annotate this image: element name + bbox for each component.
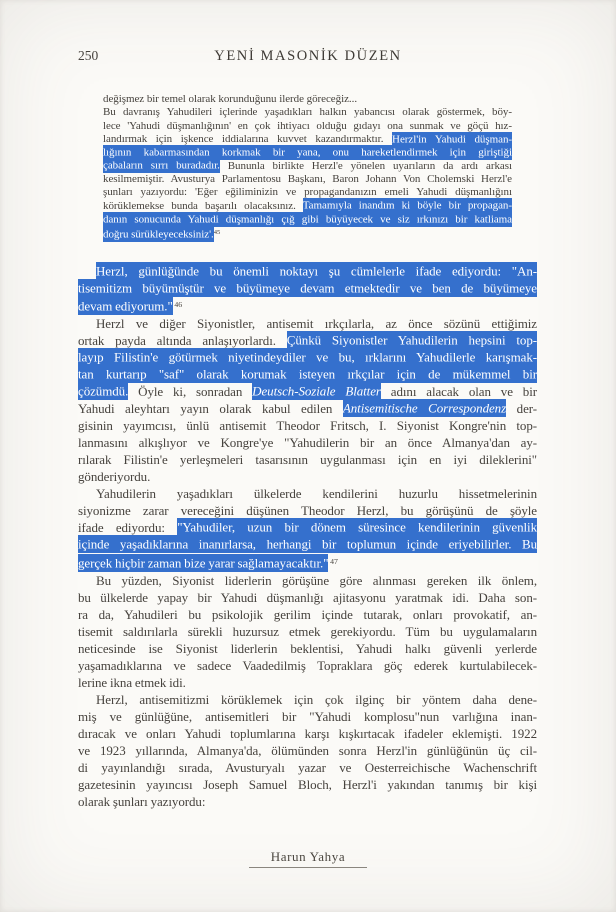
text-run: ra da, Yahudileri bu psikolojik gerilim içinde tutarak, onları provokatif, an-: [78, 606, 537, 622]
text-line: [103, 160, 512, 173]
text-run: lanmasını alkışlıyor ve Kongre'ye "Yahudilerin bir an önce Almanya'dan ay-: [78, 434, 537, 450]
highlighted-text: layıp Filistin'e götürmek niyetindeydiler ve bu, ırklarını Yahudilerle karışmak-: [78, 349, 537, 365]
text-line: [78, 296, 537, 315]
text-line: [78, 793, 537, 810]
text-line: [78, 589, 537, 606]
text-line: [78, 536, 537, 553]
text-run: siyonizme zarar vereceğini düşünen Theodor Herzl, bu görüşünü de şöyle: [78, 502, 537, 518]
text-run: ve 1923 yıllarında, Almanya'da, ölümünden sonra Herzl'in günlüğünün üç cil-: [78, 742, 537, 758]
text-line: [78, 640, 537, 657]
text-line: [78, 572, 537, 589]
text-line: [78, 623, 537, 640]
text-run: di yayınlandığı sırada, Avusturyalı yazar ve Oesterreichische Wachenschrift: [78, 759, 537, 775]
text-line: [78, 708, 537, 725]
highlighted-text: çabaların sırrı buradadır.: [103, 159, 220, 172]
text-run: tisemit saldırılarla sürekli huzursuz etmek gerekiyordu. Tüm bu uygulamaların: [78, 623, 537, 639]
text-line: [78, 468, 537, 485]
highlighted-text: çözümdü.: [78, 383, 129, 399]
text-run: dıracak ve onları Yahudi toplumlarına karşı kışkırtacak ifadeler eklemişti. 1922: [78, 725, 537, 741]
paragraph: [78, 315, 537, 485]
highlighted-text: Antisemitische Correspondenz: [342, 400, 507, 416]
text-line: [78, 776, 537, 793]
text-run: gönderiyordu.: [78, 468, 151, 484]
text-line: [103, 226, 512, 242]
text-run: neticesinde ise Siyonist liderlerin beklentisi, Yahudi halkı güvenli yerlerde: [78, 640, 537, 656]
text-line: [78, 485, 537, 502]
text-run: der-: [506, 400, 537, 416]
text-line: [78, 332, 537, 349]
paragraph: [78, 262, 537, 315]
endnote-reference: 45: [213, 229, 221, 237]
highlighted-text: devam ediyorum.": [78, 298, 173, 314]
text-run: lece 'Yahudi düşmanlığının' en çok ihtiyacı olduğu gıdayı ona sunmak ve göçü hız-: [103, 119, 512, 132]
text-run: Öyle ki, sonradan: [128, 383, 253, 399]
text-run: kesilmemiştir. Avusturya Parlamentosu Başkanı, Baron Johann Von Cholemski Herzl'e: [103, 173, 512, 186]
text-line: [78, 691, 537, 708]
highlighted-text: içinde yaşadıklarına inanırlarsa, herhangi bir toplumun içinde eriyebilirler. Bu: [78, 536, 537, 552]
text-run: gisinin yayımcısı, ünlü antisemit Theodor Fritsch, I. Siyonist Kongre'nin top-: [78, 417, 537, 433]
text-line: [78, 553, 537, 572]
highlighted-text: Herzl, günlüğünde bu önemli noktayı şu cümlelerle ifade ediyordu: "An-: [96, 263, 537, 278]
text-line: [78, 315, 537, 332]
highlighted-text: Tamamıyla inandım ki böyle bir propagan-: [302, 199, 512, 212]
footer-author: Harun Yahya: [249, 849, 367, 868]
paragraph: [78, 485, 537, 572]
highlighted-text: Çünkü Siyonistler Yahudilerin hepsini top-: [286, 332, 537, 348]
text-run: Herzl, antisemitizmi körüklemek için çok ilginç bir yöntem daha dene-: [96, 691, 537, 707]
text-line: [78, 434, 537, 451]
highlighted-text: gerçek hiçbir zaman bize yarar sağlamayacaktır.": [78, 555, 329, 571]
text-run: Herzl ve diğer Siyonistler, antisemit ırkçılarla, az önce sözünü ettiğimiz: [96, 315, 537, 331]
highlighted-text: tan kurtarıp "saf" olarak korumak isteyen ırkçılar için de mükemmel bir: [78, 366, 537, 382]
text-line: [78, 262, 537, 279]
text-run: değişmez bir temel olarak korunduğunu ilerde göreceğiz...: [103, 93, 358, 105]
text-run: adını alacak olan ve bir: [380, 383, 537, 399]
highlighted-text: Herzl'in Yahudi düşman-: [392, 133, 513, 146]
text-line: [78, 502, 537, 519]
running-title: YENİ MASONİK DÜZEN: [214, 48, 402, 64]
text-run: landırmak için işkence iddialarına kuvvet kazandırmaktır.: [103, 133, 393, 146]
paragraph: [78, 572, 537, 691]
page-footer: [0, 848, 616, 868]
text-run: Bununla birlikte Herzl'e yönelen uyarıların da ardı arkası: [219, 159, 513, 172]
endnote-reference: 46: [172, 300, 183, 309]
text-line: [78, 674, 537, 691]
text-run: lerine ikna etmek idi.: [78, 674, 186, 690]
highlighted-text: danın sonucunda Yahudi düşmanlığı çığ gibi büyüyecek ve siz ırkınızı bir katliama: [103, 213, 512, 226]
text-line: [78, 349, 537, 366]
paragraph: [78, 691, 537, 810]
text-run: Yahudi aleyhtarı yayın olarak kabul edilen: [78, 400, 343, 416]
text-line: [78, 417, 537, 434]
page-header: [0, 48, 616, 66]
highlighted-text: tisemitizm büyümüştür ve büyümeye devam etmektedir ve ben de büyümeye: [78, 280, 537, 295]
text-run: olarak şunları yazıyordu:: [78, 793, 206, 809]
text-run: Yahudilerin yaşadıkları ülkelerde kendilerini huzurlu hissetmelerinin: [96, 485, 537, 501]
text-run: ifade ediyordu:: [78, 519, 178, 535]
text-line: [103, 213, 512, 226]
block-quote: [103, 93, 512, 242]
text-run: gazetesinin yayıncısı Joseph Samuel Bloch, Herzl'i yakından tanımış bir kişi: [78, 776, 537, 792]
endnote-reference: 47: [328, 556, 338, 566]
text-run: Bu yüzden, Siyonist liderlerin görüşüne göre alınması gereken ilk önlem,: [96, 572, 537, 588]
text-line: [78, 366, 537, 383]
text-line: [78, 657, 537, 674]
text-run: körüklemekse bunda başarılı olacaksınız.: [103, 199, 303, 212]
text-line: [78, 383, 537, 400]
body-text: [78, 262, 537, 810]
text-line: [78, 725, 537, 742]
text-run: miş ve günlüğüne, antisemitleri bir "Yahudi komplosu"nun varlığına inan-: [78, 708, 537, 724]
highlighted-text: lığının kabarmasından korkmak bir yana, onu hareketlendirmek için giriştiği: [103, 146, 512, 159]
text-line: [78, 519, 537, 536]
text-line: [103, 106, 512, 119]
text-line: [78, 451, 537, 468]
text-line: [78, 759, 537, 776]
text-run: şunları yazıyordu: 'Eğer eğiliminizin ve propagandanızın emeli Yahudi düşmanlığını: [103, 186, 512, 199]
text-run: yaşamadıklarına ve sadece Vaadedilmiş Topraklara göç ederek kurtulabilecek-: [78, 657, 537, 673]
text-run: bu ülkelerde yapay bir Yahudi düşmanlığı ajitasyonu yaratmak idi. Daha son-: [78, 589, 537, 605]
text-line: [78, 400, 537, 417]
text-run: ortak payda altında anlaşıyorlardı.: [78, 332, 287, 348]
text-run: Bu davranış Yahudileri içlerinde yaşadıkları halkın yabancısı olarak göstermek, böy-: [103, 106, 512, 119]
text-line: [78, 606, 537, 623]
text-run: rılarak Filistin'e yerleşmeleri tasarısının uygulanması için en iyi dileklerini": [78, 451, 537, 467]
highlighted-text: "Yahudiler, uzun bir dönem süresince kendilerinin güvenlik: [177, 519, 537, 535]
highlighted-text: Deutsch-Soziale Blatter: [252, 383, 381, 399]
text-line: [103, 93, 512, 106]
text-line: [78, 742, 537, 759]
text-line: [103, 173, 512, 186]
page-number: 250: [78, 48, 99, 63]
highlighted-text: doğru sürükleyeceksiniz'.: [103, 228, 214, 241]
text-line: [78, 279, 537, 296]
